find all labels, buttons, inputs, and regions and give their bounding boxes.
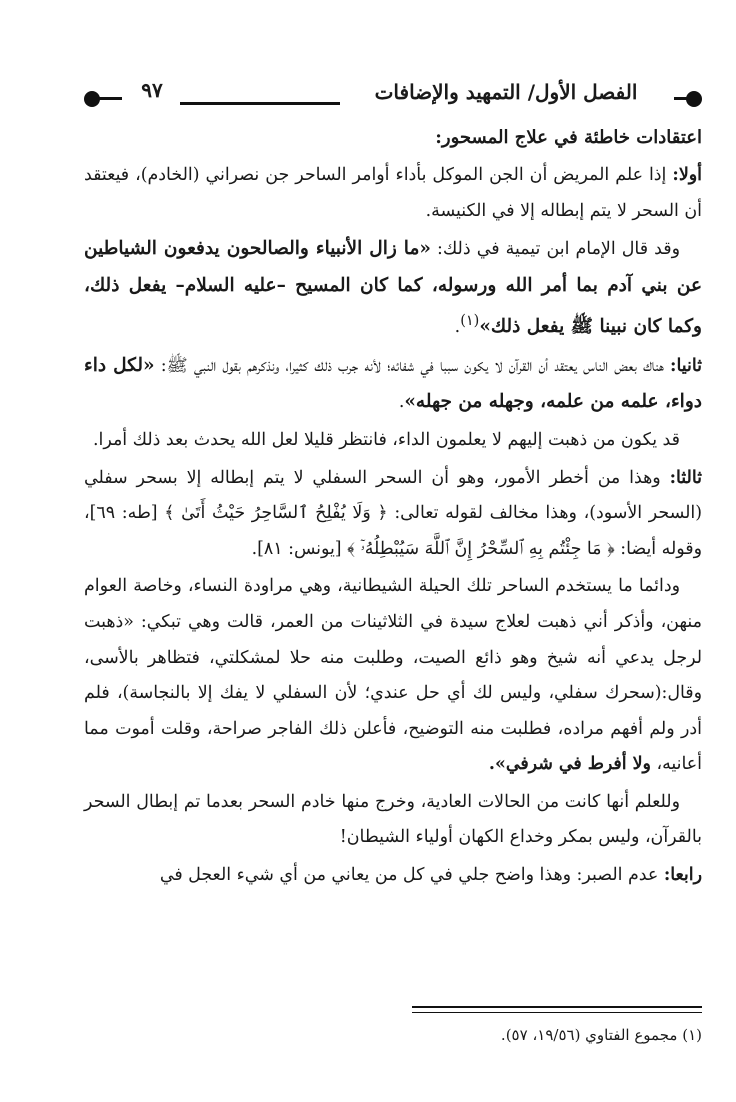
footnote-ref[interactable]: (١) (460, 313, 480, 330)
section-heading: اعتقادات خاطئة في علاج المسحور: (435, 127, 702, 148)
page-number: ٩٧ (141, 78, 163, 102)
page-body (84, 122, 702, 894)
paragraph-second (84, 348, 702, 421)
verse-reference: [يونس: ٨١]. (251, 538, 348, 559)
bold-ending: ولا أفرط في شرفي». (488, 754, 651, 775)
paragraph-story (84, 569, 702, 783)
footnote-rule (412, 1006, 702, 1008)
point-label: ثانيا: (670, 355, 702, 376)
punctuation: . (398, 392, 405, 413)
header-dot-right (686, 91, 702, 107)
hadith-quote: «لكل داء دواء، علمه من علمه، وجهله من جهله» (84, 354, 702, 413)
point-label: رابعا: (663, 865, 702, 886)
quran-verse: ﴿ مَا جِئْتُم بِهِ ٱلسِّحْرُ إِنَّ ٱللَّهَ سَيُبْطِلُهُۥٓ ﴾ (347, 538, 615, 559)
header-rule (94, 97, 122, 100)
paragraph-text: وهذا من أخطر الأمور، وهو أن السحر السفلي لا يتم إبطاله إلا بسحر سفلي (السحر الأسود)، وهذا مخالف لقوله تعالى: (84, 467, 703, 524)
paragraph-text: عدم الصبر: وهذا واضح جلي في كل من يعاني من أي شيء العجل في (159, 865, 664, 886)
chapter-title: الفصل الأول/ التمهيد والإضافات (374, 80, 638, 104)
point-label: ثالثا: (669, 467, 702, 488)
footnote: (١) مجموع الفتاوي (١٩/٥٦، ٥٧). (500, 1026, 702, 1044)
paragraph-note: وللعلم أنها كانت من الحالات العادية، وخرج منها خادم السحر بعدما تم إبطال السحر بالقرآن، وليس بمكر وخداع الكهان أولياء الشيطان! (84, 791, 702, 848)
header-rule-long (180, 102, 340, 105)
bold-quote: «ما زال الأنبياء والصالحون يدفعون الشياطين عن بني آدم بما أمر الله ورسوله، كما كان المسيح –عليه السلام– يفعل ذلك، وكما كان نبينا ﷺ يفعل ذلك» (84, 238, 702, 338)
paragraph-third (84, 461, 702, 568)
verse-reference: [طه: ٦٩]، وقوله أيضا: (84, 503, 702, 559)
paragraph-text: هناك بعض الناس يعتقد أن القرآن لا يكون سببا في شفائه؛ لأنه جرب ذلك كثيرا، ونذكرهم بقول النبي ﷺ: (154, 355, 671, 376)
paragraph-fourth (84, 858, 702, 894)
point-label: أولا: (672, 165, 702, 185)
footnote-rule-thin (412, 1012, 702, 1013)
paragraph-first (84, 158, 702, 229)
paragraph-wait: قد يكون من ذهبت إليهم لا يعلمون الداء، فانتظر قليلا لعل الله يحدث بعد ذلك أمرا. (93, 429, 680, 450)
paragraph-text: وقد قال الإمام ابن تيمية في ذلك: (430, 239, 680, 260)
punctuation: . (454, 317, 461, 338)
quran-verse: ﴿ وَلَا يُفْلِحُ ٱلسَّاحِرُ حَيْثُ أَتَىٰ ﴾ (164, 503, 388, 524)
paragraph-ibn-taymiyya (84, 231, 702, 346)
paragraph-text: ودائما ما يستخدم الساحر تلك الحيلة الشيطانية، وهي مراودة النساء، وخاصة العوام منهن، وأذكر أني ذهبت لعلاج سيدة في الثلاثينات من العمر، قالت وهي تبكي: «ذهبت لرجل يدعي أنه شيخ وهو ذائع الصيت، وطلبت منه حلا لمشكلتي، فتظاهر بالأسى، وقال:(سحرك سفلي، وليس لك أي حل عندي؛ لأن السفلي لا يفك إلا بالنجاسة)، فلم أدر ولم أفهم مراده، فطلبت منه التوضيح، فأعلن ذلك الفاجر صراحة، وقلت أموت مما أعانيه، (84, 576, 702, 775)
page-header (84, 78, 702, 118)
paragraph-text: إذا علم المريض أن الجن الموكل بأداء أوامر الساحر جن نصراني (الخادم)، فيعتقد أن السحر لا يتم إبطاله إلا في الكنيسة. (84, 165, 702, 221)
